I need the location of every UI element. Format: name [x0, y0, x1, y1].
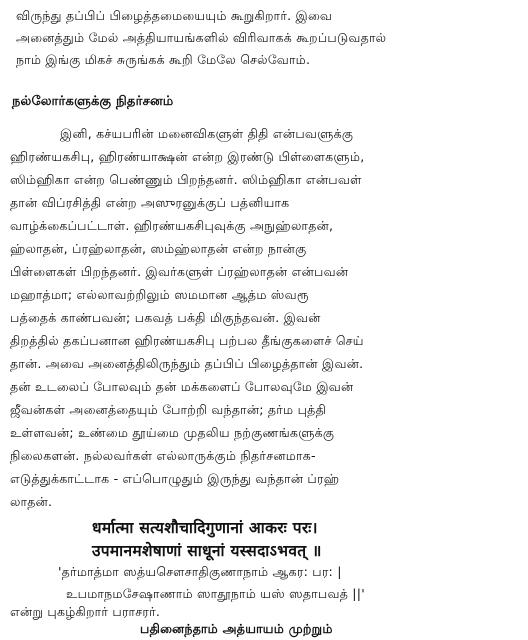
body-line-1: இனி, கச்யபரின் மனைவிகளுள் திதி என்பவளுக்கு — [60, 126, 354, 141]
attribution-line: என்று புகழ்கிறார் பராசரர். — [10, 604, 161, 619]
body-line-11: தான். அவை அனைத்திலிருந்தும் தப்பிப் பிழைத்தான் இவன். — [10, 356, 364, 371]
transliteration-line-1: 'தர்மாத்மா ஸத்யசௌசாதிகுணாநாம் ஆகர: பர: | — [58, 564, 342, 579]
body-line-15: நிலைகளன். நல்லவர்கள் எல்லாருக்கும் நிதர்சனமாக- — [10, 448, 316, 463]
transliteration-line-2: உபமாநமசேஷாணாம் ஸாதூநாம் யஸ் ஸதாபவத் ||' — [66, 586, 365, 601]
sanskrit-verse-line-2: उपमानमशेषाणां साधूनां यस्सदाऽभवत् ॥ — [92, 541, 322, 560]
body-line-2: ஹிரண்யகசிபு, ஹிரண்யாக்ஷன் என்ற இரண்டு பிள்ளைகளும், — [10, 149, 365, 164]
body-line-8: மஹாத்மா; எல்லாவற்றிலும் ஸமமான ஆத்ம ஸ்வரூ — [10, 287, 309, 302]
sanskrit-verse-line-1: धर्मात्मा सत्यशौचादिगुणानां आकरः परः। — [92, 518, 318, 537]
section-heading: நல்லோர்களுக்கு நிதர்சனம் — [12, 94, 174, 109]
intro-line-3: நாம் இங்கு மிகச் சுருங்கக் கூறி மேலே செல்வோம். — [16, 52, 311, 67]
body-line-14: உள்ளவன்; உண்மை தூய்மை முதலிய நற்குணங்களுக்கு — [10, 425, 335, 440]
body-line-12: தன் உடலைப் போலவும் தன் மக்களைப் போலவுமே இவன் — [10, 379, 354, 394]
body-line-3: ஸிம்ஹிகா என்ற பெண்ணும் பிறந்தனர். ஸிம்ஹிகா என்பவள் — [10, 172, 362, 187]
body-line-16: எடுத்துக்காட்டாக - எப்பொழுதும் இருந்து வந்தான் ப்ரஹ் — [10, 471, 340, 486]
body-line-13: ஜீவன்கள் அனைத்தையும் போற்றி வந்தான்; தர்ம புத்தி — [10, 402, 327, 417]
chapter-closing: பதினைந்தாம் அத்யாயம் முற்றும் — [140, 621, 333, 636]
body-line-5: வாழ்க்கைப்பட்டாள். ஹிரண்யகசிபுவுக்கு அநுஹ்லாதன், — [10, 218, 334, 233]
body-line-4: தான் விப்ரசித்தி என்ற அஸுரனுக்குப் பத்னியாக — [10, 195, 290, 210]
body-line-17: லாதன். — [10, 494, 53, 509]
body-line-7: பிள்ளைகள் பிறந்தனர். இவர்களுள் ப்ரஹ்லாதன் என்பவன் — [10, 264, 349, 279]
body-line-6: ஹ்லாதன், ப்ரஹ்லாதன், ஸம்ஹ்லாதன் என்ற நான்கு — [10, 241, 307, 256]
body-line-9: பத்தைக் காண்பவன்; பகவத் பக்தி மிகுந்தவன். இவன் — [10, 310, 321, 325]
body-line-10: திறத்தில் தகப்பனான ஹிரண்யகசிபு பற்பல தீங்குகளைச் செய் — [10, 333, 364, 348]
intro-line-2: அனைத்தும் மேல் அத்தியாயங்களில் விரிவாகக் கூறப்படுவதால் — [16, 30, 387, 45]
intro-line-1: விருந்து தப்பிப் பிழைத்தமையையும் கூறுகிறார். இவை — [16, 8, 333, 23]
